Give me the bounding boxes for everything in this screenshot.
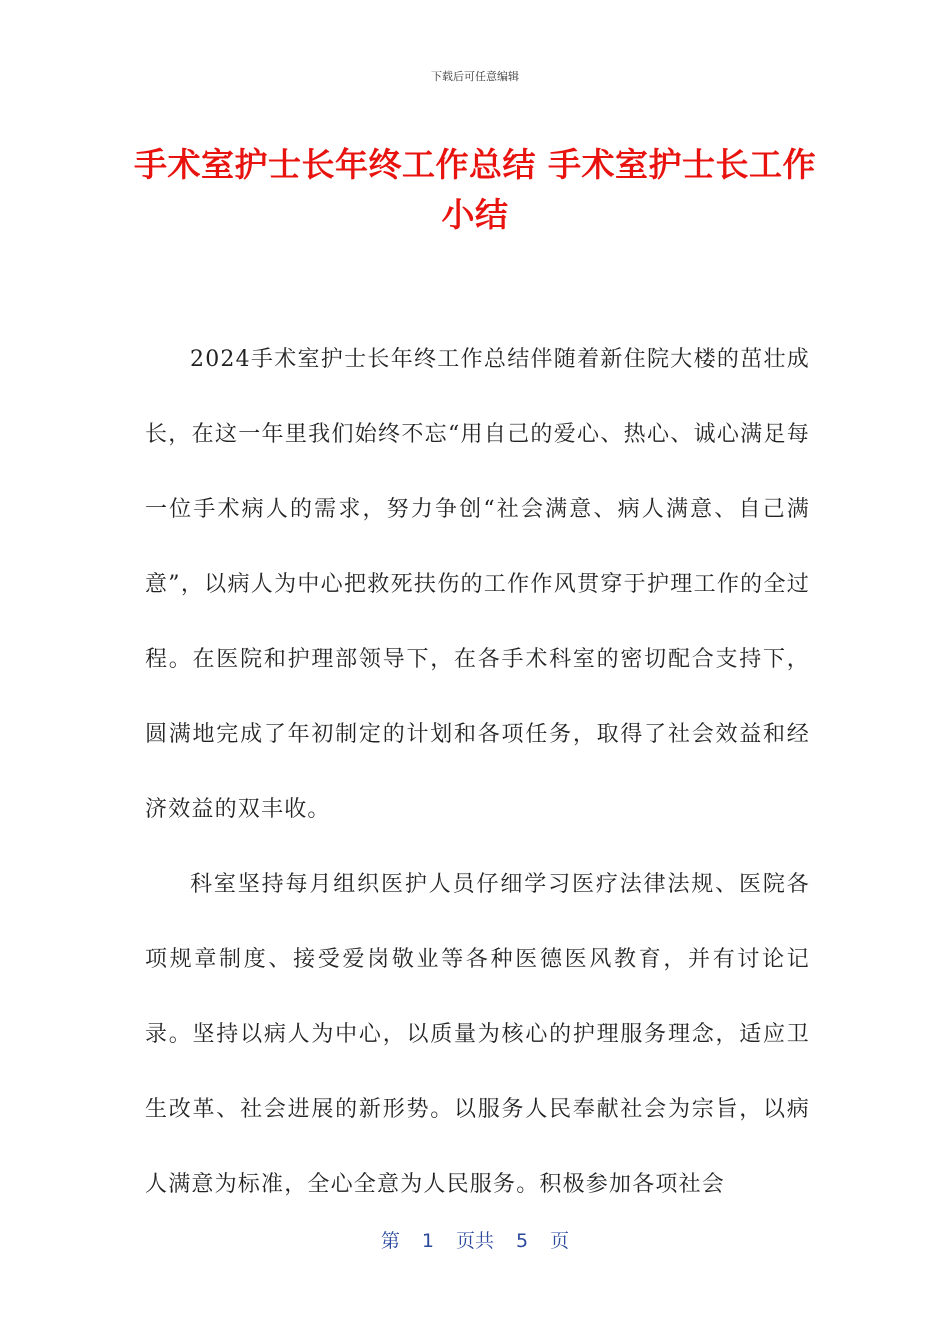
footer-suffix: 页 [550, 1230, 570, 1252]
footer-page-number: 1 [421, 1230, 434, 1252]
footer-total-pages: 5 [516, 1230, 529, 1252]
paragraph-2: 科室坚持每月组织医护人员仔细学习医疗法律法规、医院各项规章制度、接受爱岗敬业等各种医德医风教育，并有讨论记录。坚持以病人为中心，以质量为核心的护理服务理念，适应卫生改革、社会进展的新形势。以服务人民奉献社会为宗旨，以病人满意为标准，全心全意为人民服务。积极参加各项社会 [145, 872, 810, 1197]
document-title: 手术室护士长年终工作总结 手术室护士长工作小结 [134, 145, 816, 234]
footer-prefix: 第 [380, 1230, 400, 1252]
footer-middle: 页共 [455, 1230, 494, 1252]
document-body [145, 322, 810, 1222]
paragraph-1: 2024手术室护士长年终工作总结伴随着新住院大楼的茁壮成长，在这一年里我们始终不忘“用自己的爱心、热心、诚心满足每一位手术病人的需求，努力争创“社会满意、病人满意、自己满意”，以病人为中心把救死扶伤的工作作风贯穿于护理工作的全过程。在医院和护理部领导下，在各手术科室的密切配合支持下，圆满地完成了年初制定的计划和各项任务，取得了社会效益和经济效益的双丰收。 [145, 347, 810, 822]
page-footer [0, 1226, 950, 1253]
header-note: 下载后可任意编辑 [431, 70, 519, 83]
